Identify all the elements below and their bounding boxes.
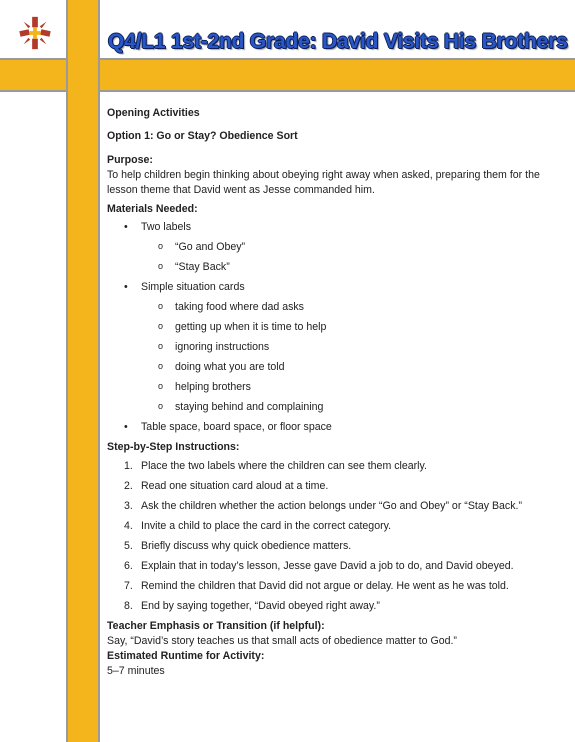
materials-subitem: o “Go and Obey”	[141, 240, 562, 255]
materials-subitem: o staying behind and complaining	[141, 400, 562, 415]
materials-subitem: o getting up when it is time to help	[141, 320, 562, 335]
step-text: Briefly discuss why quick obedience matters.	[141, 540, 352, 552]
steps-heading: Step-by-Step Instructions:	[107, 441, 240, 453]
step-text: Read one situation card aloud at a time.	[141, 480, 329, 492]
step-number: 8.	[124, 600, 133, 612]
runtime-heading: Estimated Runtime for Activity:	[107, 650, 265, 662]
materials-item-label: Two labels	[141, 221, 192, 233]
cross-burst-logo-icon	[16, 14, 54, 52]
step-item	[107, 459, 562, 474]
runtime-text: 5–7 minutes	[107, 665, 165, 677]
materials-item-label: Table space, board space, or floor space	[141, 421, 332, 433]
step-item	[107, 599, 562, 614]
steps-list	[107, 459, 562, 614]
materials-item	[107, 220, 562, 275]
materials-subitem: o “Stay Back”	[141, 260, 562, 275]
lesson-content	[107, 104, 562, 679]
step-text: Invite a child to place the card in the correct category.	[141, 520, 392, 532]
step-number: 7.	[124, 580, 133, 592]
materials-sublist	[141, 300, 562, 415]
step-text: Ask the children whether the action belongs under “Go and Obey” or “Stay Back.”	[141, 500, 522, 512]
materials-sublist	[141, 240, 562, 275]
materials-subitem: o ignoring instructions	[141, 340, 562, 355]
step-number: 2.	[124, 480, 133, 492]
purpose-text: To help children begin thinking about obeying right away when asked, preparing them for the lesson theme that David went as Jesse commanded him.	[107, 169, 540, 196]
step-number: 6.	[124, 560, 133, 572]
step-item	[107, 579, 562, 594]
emphasis-text: Say, “David’s story teaches us that small acts of obedience matter to God.”	[107, 635, 457, 647]
step-text: End by saying together, “David obeyed right away.”	[141, 600, 380, 612]
step-item	[107, 519, 562, 534]
step-item	[107, 559, 562, 574]
materials-list	[107, 220, 562, 435]
materials-item	[107, 420, 562, 435]
emphasis-heading: Teacher Emphasis or Transition (if helpful):	[107, 620, 325, 632]
materials-item	[107, 280, 562, 415]
section-heading: Opening Activities	[107, 107, 200, 119]
step-number: 5.	[124, 540, 133, 552]
materials-subitem: o helping brothers	[141, 380, 562, 395]
step-text: Explain that in today’s lesson, Jesse gave David a job to do, and David obeyed.	[141, 560, 514, 572]
page-title: Q4/L1 1st-2nd Grade: David Visits His Brothers	[108, 30, 568, 53]
step-item	[107, 499, 562, 514]
step-text: Place the two labels where the children can see them clearly.	[141, 460, 427, 472]
materials-heading: Materials Needed:	[107, 203, 198, 215]
step-number: 4.	[124, 520, 133, 532]
step-item	[107, 539, 562, 554]
option-heading: Option 1: Go or Stay? Obedience Sort	[107, 130, 298, 142]
step-number: 3.	[124, 500, 133, 512]
materials-item-label: Simple situation cards	[141, 281, 245, 293]
materials-subitem: o taking food where dad asks	[141, 300, 562, 315]
step-text: Remind the children that David did not argue or delay. He went as he was told.	[141, 580, 509, 592]
vertical-gold-band	[66, 0, 100, 742]
materials-subitem: o doing what you are told	[141, 360, 562, 375]
purpose-heading: Purpose:	[107, 154, 153, 166]
step-number: 1.	[124, 460, 133, 472]
step-item	[107, 479, 562, 494]
